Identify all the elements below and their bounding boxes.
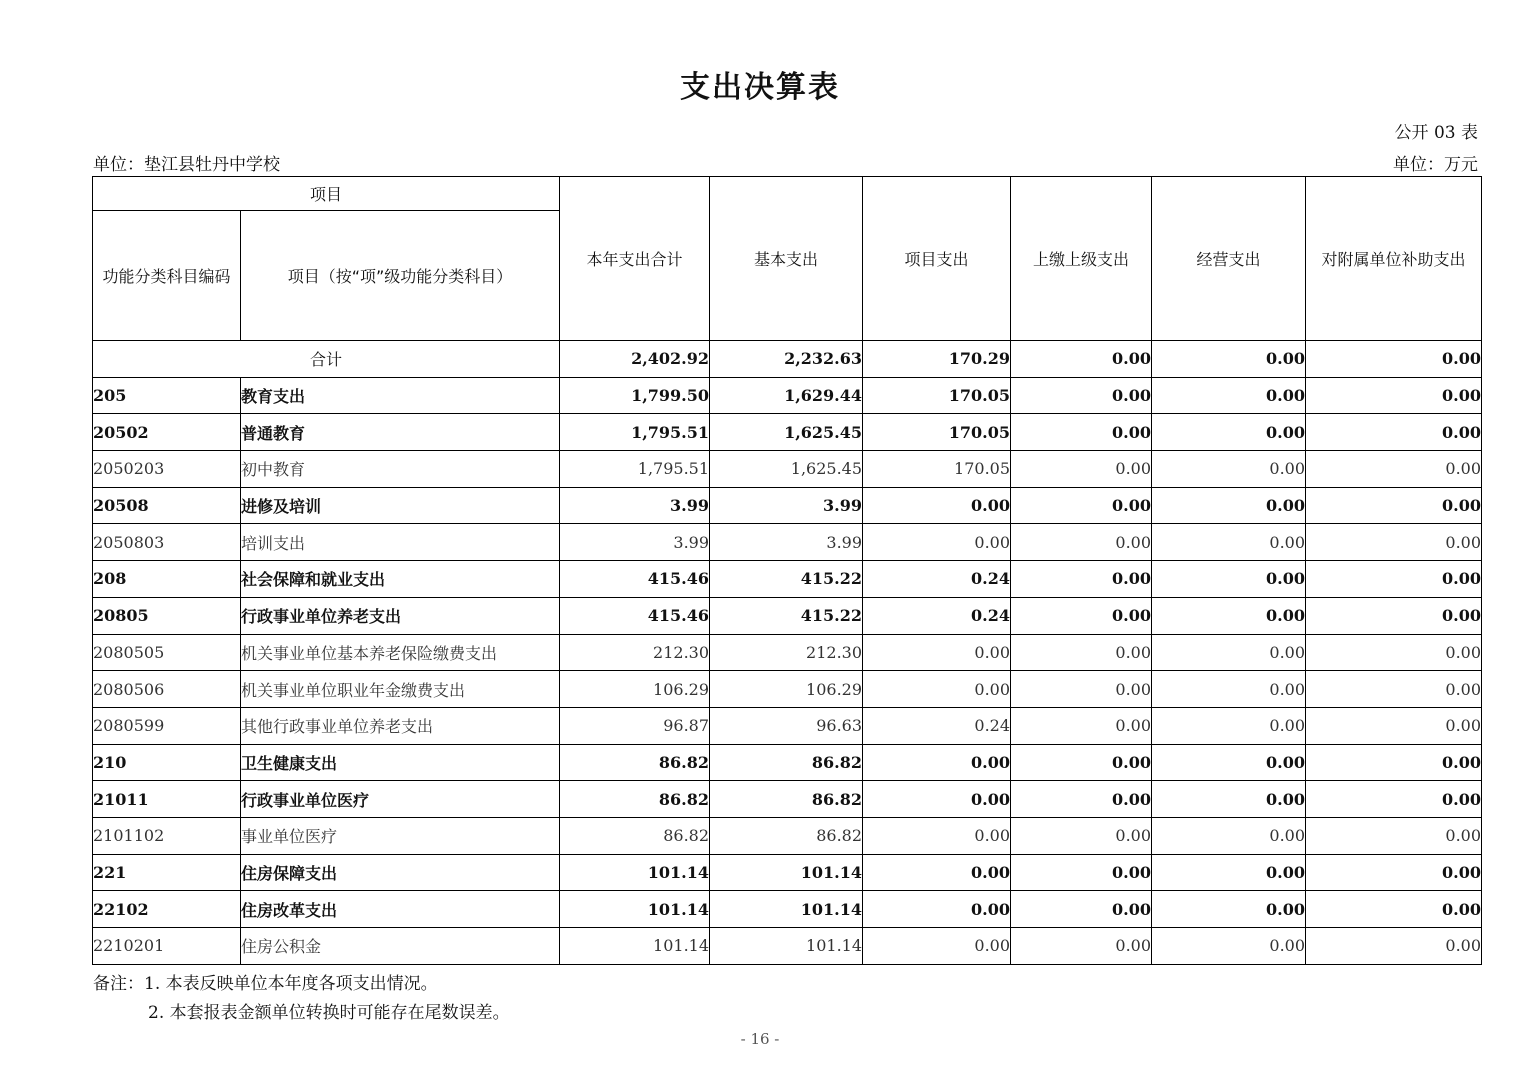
table-row [93,854,1482,891]
total-value: 2,402.92 [560,341,710,378]
row-name: 进修及培训 [241,487,560,524]
row-value: 0.00 [863,744,1011,781]
row-value: 86.82 [710,781,863,818]
row-value: 86.82 [560,817,710,854]
row-value: 0.00 [1152,707,1306,744]
row-value: 0.00 [1011,634,1152,671]
row-code: 22102 [93,891,241,928]
row-value: 3.99 [560,487,710,524]
row-value: 0.00 [1011,414,1152,451]
table-row [93,707,1482,744]
row-value: 415.22 [710,597,863,634]
row-value: 0.00 [1152,634,1306,671]
total-value: 170.29 [863,341,1011,378]
row-value: 0.00 [1152,597,1306,634]
row-code: 208 [93,561,241,598]
row-code: 2080599 [93,707,241,744]
row-value: 86.82 [710,817,863,854]
row-value: 0.00 [1306,561,1482,598]
row-value: 0.00 [1306,451,1482,488]
row-code: 2050203 [93,451,241,488]
row-value: 106.29 [710,671,863,708]
table-row [93,928,1482,965]
row-name: 行政事业单位养老支出 [241,597,560,634]
row-value: 0.00 [1306,891,1482,928]
page-number: - 16 - [740,1030,780,1048]
row-value: 0.00 [1152,524,1306,561]
row-name: 初中教育 [241,451,560,488]
header-subsidy: 对附属单位补助支出 [1306,177,1482,341]
row-value: 0.00 [1306,707,1482,744]
row-value: 212.30 [710,634,863,671]
row-value: 0.00 [1152,671,1306,708]
row-value: 0.00 [1011,817,1152,854]
header-code: 功能分类科目编码 [93,211,241,341]
table-row [93,377,1482,414]
table-row [93,891,1482,928]
row-value: 0.00 [1011,928,1152,965]
table-row [93,524,1482,561]
row-code: 210 [93,744,241,781]
row-value: 0.00 [1306,597,1482,634]
row-value: 0.00 [863,854,1011,891]
row-value: 0.00 [1152,487,1306,524]
row-value: 0.24 [863,707,1011,744]
row-value: 0.00 [1306,671,1482,708]
total-value: 2,232.63 [710,341,863,378]
row-value: 0.00 [1152,561,1306,598]
row-code: 221 [93,854,241,891]
row-name: 行政事业单位医疗 [241,781,560,818]
row-value: 0.00 [1011,561,1152,598]
row-value: 0.00 [1011,671,1152,708]
row-value: 0.00 [1306,781,1482,818]
row-name: 事业单位医疗 [241,817,560,854]
row-code: 2080506 [93,671,241,708]
header-project: 项目支出 [863,177,1011,341]
row-value: 170.05 [863,377,1011,414]
row-value: 0.00 [1011,744,1152,781]
row-value: 101.14 [710,928,863,965]
row-code: 2210201 [93,928,241,965]
row-value: 101.14 [560,928,710,965]
row-name: 住房保障支出 [241,854,560,891]
row-value: 0.00 [1011,524,1152,561]
row-value: 0.00 [863,524,1011,561]
row-value: 96.87 [560,707,710,744]
row-name: 社会保障和就业支出 [241,561,560,598]
row-value: 86.82 [560,744,710,781]
table-row [93,487,1482,524]
row-value: 0.00 [1152,928,1306,965]
form-number: 公开 03 表 [1394,123,1478,143]
note-line: 备注：1. 本表反映单位本年度各项支出情况。 [93,974,438,994]
row-name: 住房公积金 [241,928,560,965]
row-value: 0.00 [1306,524,1482,561]
table-row [93,817,1482,854]
total-row [93,341,1482,378]
header-total: 本年支出合计 [560,177,710,341]
row-value: 0.00 [1011,487,1152,524]
row-name: 教育支出 [241,377,560,414]
row-value: 170.05 [863,414,1011,451]
row-value: 0.00 [1011,707,1152,744]
row-value: 96.63 [710,707,863,744]
row-value: 0.00 [1306,634,1482,671]
row-value: 0.00 [1306,487,1482,524]
row-value: 212.30 [560,634,710,671]
row-value: 0.00 [1306,854,1482,891]
row-value: 101.14 [560,854,710,891]
row-value: 101.14 [560,891,710,928]
row-value: 0.00 [1306,414,1482,451]
row-value: 0.00 [1152,891,1306,928]
table-row [93,597,1482,634]
row-value: 3.99 [710,487,863,524]
row-value: 101.14 [710,854,863,891]
row-value: 415.22 [710,561,863,598]
row-value: 0.00 [1152,781,1306,818]
row-value: 106.29 [560,671,710,708]
table-row [93,634,1482,671]
row-name: 其他行政事业单位养老支出 [241,707,560,744]
row-value: 101.14 [710,891,863,928]
table-row [93,561,1482,598]
row-value: 0.24 [863,561,1011,598]
row-value: 1,625.45 [710,414,863,451]
row-value: 0.00 [863,928,1011,965]
row-name: 住房改革支出 [241,891,560,928]
row-value: 0.00 [1011,854,1152,891]
row-code: 20805 [93,597,241,634]
expenditure-table [92,176,1482,965]
header-name: 项目（按“项”级功能分类科目） [241,211,560,341]
unit-organization: 单位：垫江县牡丹中学校 [93,155,280,175]
row-value: 415.46 [560,597,710,634]
row-value: 0.00 [863,634,1011,671]
row-value: 0.00 [1306,928,1482,965]
table-row [93,744,1482,781]
row-value: 3.99 [560,524,710,561]
row-value: 170.05 [863,451,1011,488]
page-title: 支出决算表 [680,70,840,105]
row-value: 0.00 [1152,744,1306,781]
row-value: 1,629.44 [710,377,863,414]
row-value: 415.46 [560,561,710,598]
row-value: 3.99 [710,524,863,561]
row-value: 86.82 [710,744,863,781]
row-value: 0.00 [1152,451,1306,488]
row-code: 2080505 [93,634,241,671]
total-label: 合计 [93,341,560,378]
row-value: 1,795.51 [560,451,710,488]
row-value: 0.00 [1152,817,1306,854]
total-value: 0.00 [1011,341,1152,378]
row-name: 普通教育 [241,414,560,451]
total-value: 0.00 [1152,341,1306,378]
row-value: 0.00 [1306,377,1482,414]
row-value: 1,625.45 [710,451,863,488]
row-name: 机关事业单位职业年金缴费支出 [241,671,560,708]
row-value: 1,799.50 [560,377,710,414]
row-code: 20502 [93,414,241,451]
header-basic: 基本支出 [710,177,863,341]
row-value: 0.00 [863,891,1011,928]
row-value: 0.00 [863,671,1011,708]
row-value: 0.00 [1011,891,1152,928]
note-line: 2. 本套报表金额单位转换时可能存在尾数误差。 [148,1003,510,1023]
unit-currency: 单位：万元 [1393,155,1478,175]
row-code: 21011 [93,781,241,818]
table-row [93,414,1482,451]
header-upper: 上缴上级支出 [1011,177,1152,341]
row-name: 机关事业单位基本养老保险缴费支出 [241,634,560,671]
row-value: 0.00 [1152,854,1306,891]
row-value: 0.00 [863,781,1011,818]
row-value: 0.00 [1011,451,1152,488]
table-row [93,671,1482,708]
row-code: 2101102 [93,817,241,854]
row-value: 0.00 [1011,377,1152,414]
row-value: 0.00 [863,817,1011,854]
header-business: 经营支出 [1152,177,1306,341]
row-value: 1,795.51 [560,414,710,451]
table-row [93,451,1482,488]
row-value: 86.82 [560,781,710,818]
table-row [93,781,1482,818]
row-code: 20508 [93,487,241,524]
header-item: 项目 [93,177,560,211]
row-value: 0.00 [1152,377,1306,414]
row-code: 2050803 [93,524,241,561]
row-value: 0.00 [1011,781,1152,818]
row-name: 培训支出 [241,524,560,561]
row-code: 205 [93,377,241,414]
row-value: 0.24 [863,597,1011,634]
row-value: 0.00 [1306,817,1482,854]
row-value: 0.00 [1011,597,1152,634]
row-name: 卫生健康支出 [241,744,560,781]
total-value: 0.00 [1306,341,1482,378]
row-value: 0.00 [1152,414,1306,451]
row-value: 0.00 [1306,744,1482,781]
notes [93,970,510,1028]
row-value: 0.00 [863,487,1011,524]
